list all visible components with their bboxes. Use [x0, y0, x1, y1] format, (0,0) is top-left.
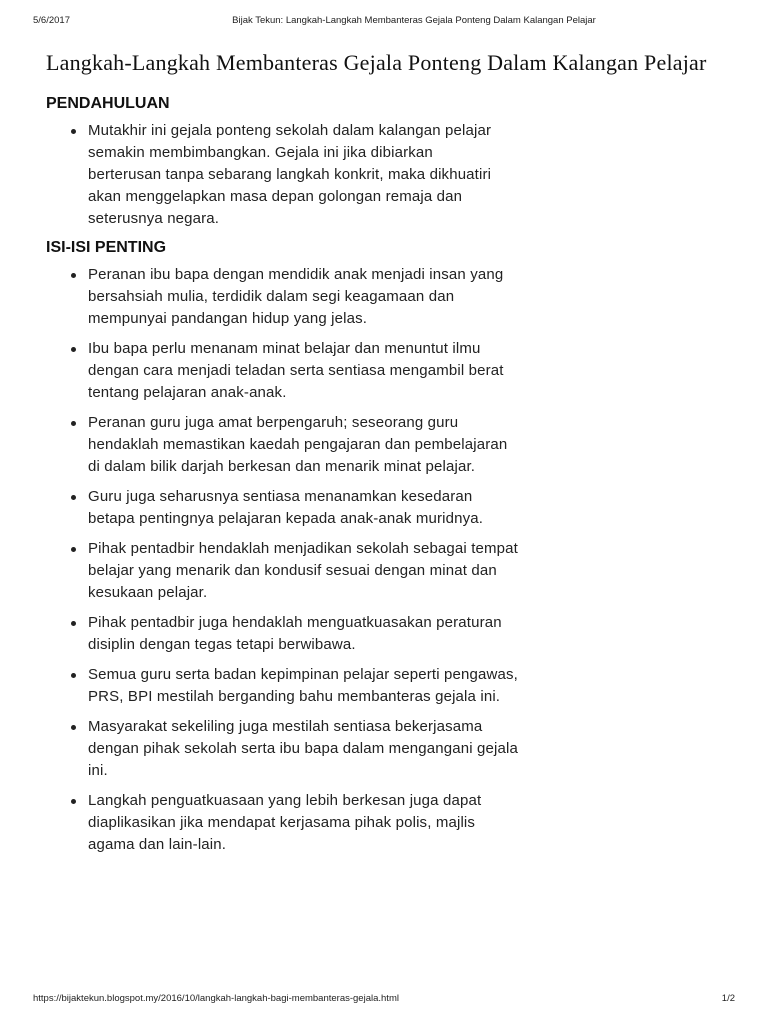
section-heading-isi-penting: ISI-ISI PENTING	[46, 239, 167, 256]
page-url-link[interactable]: https://bijaktekun.blogspot.my/2016/10/langkah-langkah-bagi-membanteras-gejala.html	[33, 993, 399, 1004]
list-item: Ibu bapa perlu menanam minat belajar dan menuntut ilmu dengan cara menjadi teladan serta sentiasa mengambil berat tentang pelajaran anak-anak.	[88, 338, 520, 404]
list-item: Peranan guru juga amat berpengaruh; seseorang guru hendaklah memastikan kaedah pengajaran dan pembelajaran di dalam bilik darjah berkesan dan menarik minat pelajar.	[88, 412, 520, 478]
list-item: Pihak pentadbir hendaklah menjadikan sekolah sebagai tempat belajar yang menarik dan kondusif sesuai dengan minat dan kesukaan pelajar.	[88, 538, 520, 604]
list-item: Mutakhir ini gejala ponteng sekolah dalam kalangan pelajar semakin membimbangkan. Gejala ini jika dibiarkan berterusan tanpa sebarang langkah konkrit, maka dikhuatiri akan menggelapkan masa depan golongan remaja dan seterusnya negara.	[88, 120, 493, 230]
list-item: Masyarakat sekeliling juga mestilah sentiasa bekerjasama dengan pihak sekolah serta ibu bapa dalam mengangani gejala ini.	[88, 716, 520, 782]
page-number: 1/2	[721, 993, 735, 1004]
post-title: Langkah-Langkah Membanteras Gejala Ponteng Dalam Kalangan Pelajar	[46, 50, 707, 75]
list-item: Guru juga seharusnya sentiasa menanamkan kesedaran betapa pentingnya pelajaran kepada anak-anak muridnya.	[88, 486, 520, 530]
post-content	[46, 50, 736, 864]
list-item: Pihak pentadbir juga hendaklah menguatkuasakan peraturan disiplin dengan tegas tetapi berwibawa.	[88, 612, 520, 656]
list-item: Semua guru serta badan kepimpinan pelajar seperti pengawas, PRS, BPI mestilah berganding bahu membanteras gejala ini.	[88, 664, 520, 708]
pendahuluan-list	[46, 120, 493, 230]
print-date: 5/6/2017	[33, 15, 70, 26]
section-heading-pendahuluan: PENDAHULUAN	[46, 95, 170, 112]
print-footer	[33, 993, 735, 1007]
isi-penting-list	[46, 264, 520, 856]
list-item: Langkah penguatkuasaan yang lebih berkesan juga dapat diaplikasikan jika mendapat kerjasama pihak polis, majlis agama dan lain-lain.	[88, 790, 520, 856]
list-item: Peranan ibu bapa dengan mendidik anak menjadi insan yang bersahsiah mulia, terdidik dalam segi keagamaan dan mempunyai pandangan hidup yang jelas.	[88, 264, 520, 330]
print-header	[33, 15, 735, 29]
print-page-title: Bijak Tekun: Langkah-Langkah Membanteras Gejala Ponteng Dalam Kalangan Pelajar	[232, 15, 596, 26]
